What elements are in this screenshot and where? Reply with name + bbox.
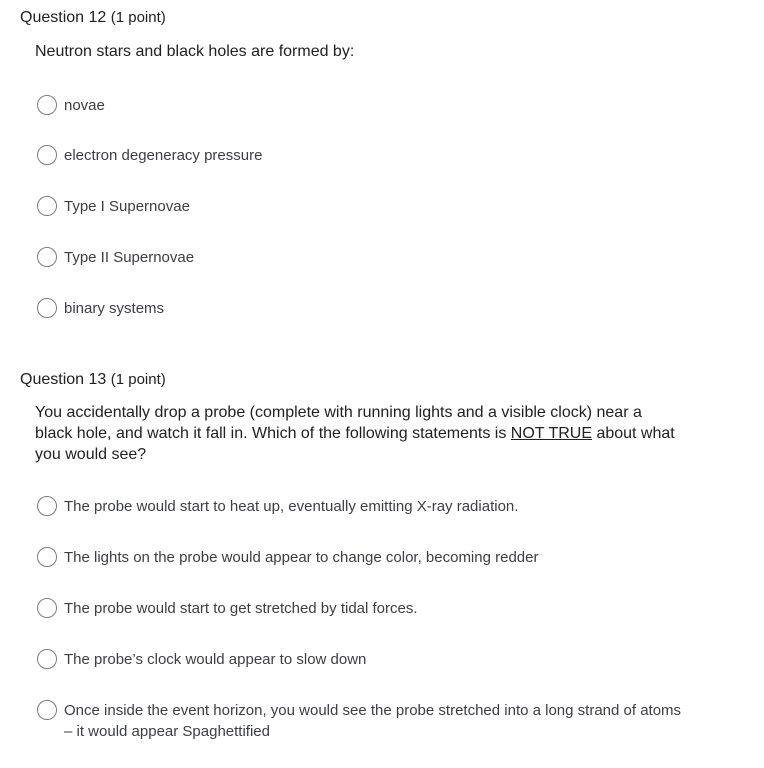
option-label: The probe would start to get stretched by tidal forces. [64,600,418,617]
question-13-option-1[interactable] [37,496,717,517]
option-label: Type I Supernovae [64,198,190,215]
radio-button[interactable] [37,547,57,567]
question-12-header [20,8,166,28]
question-12-option-1[interactable] [37,95,717,116]
question-title: Question 12 [20,9,107,26]
question-12-prompt: Neutron stars and black holes are formed by: [35,43,355,60]
radio-button[interactable] [37,649,57,669]
question-13-header [20,370,166,390]
prompt-text: You accidentally drop a probe (complete with running lights and a visible clock) near a black hole, and watch it fall in. Which of the following statements is [35,404,642,442]
option-label: electron degeneracy pressure [64,147,263,164]
option-label: novae [64,97,105,114]
radio-button[interactable] [37,700,57,720]
prompt-text: about what you would see? [35,425,675,463]
question-13-option-4[interactable] [37,649,717,670]
question-13-prompt [35,402,675,465]
radio-button[interactable] [37,496,57,516]
option-label: The lights on the probe would appear to change color, becoming redder [64,549,539,566]
question-13-option-2[interactable] [37,547,717,568]
question-13-option-5[interactable] [37,700,717,742]
option-label: binary systems [64,300,165,317]
radio-button[interactable] [37,196,57,216]
radio-button[interactable] [37,247,57,267]
question-12-option-5[interactable] [37,298,717,319]
option-label: The probe would start to heat up, eventually emitting X-ray radiation. [64,498,519,515]
question-points: (1 point) [110,9,166,26]
option-label: Type II Supernovae [64,249,195,266]
question-12-option-4[interactable] [37,247,717,268]
question-title: Question 13 [20,371,107,388]
question-13-option-3[interactable] [37,598,717,619]
radio-button[interactable] [37,145,57,165]
radio-button[interactable] [37,298,57,318]
prompt-emphasis: NOT TRUE [510,425,592,442]
question-12-option-2[interactable] [37,145,717,166]
option-label: The probe’s clock would appear to slow down [64,651,367,668]
question-points: (1 point) [110,371,166,388]
radio-button[interactable] [37,95,57,115]
radio-button[interactable] [37,598,57,618]
question-12-option-3[interactable] [37,196,717,217]
option-label: Once inside the event horizon, you would see the probe stretched into a long strand of atoms – it would appear Spaghettified [64,702,682,740]
